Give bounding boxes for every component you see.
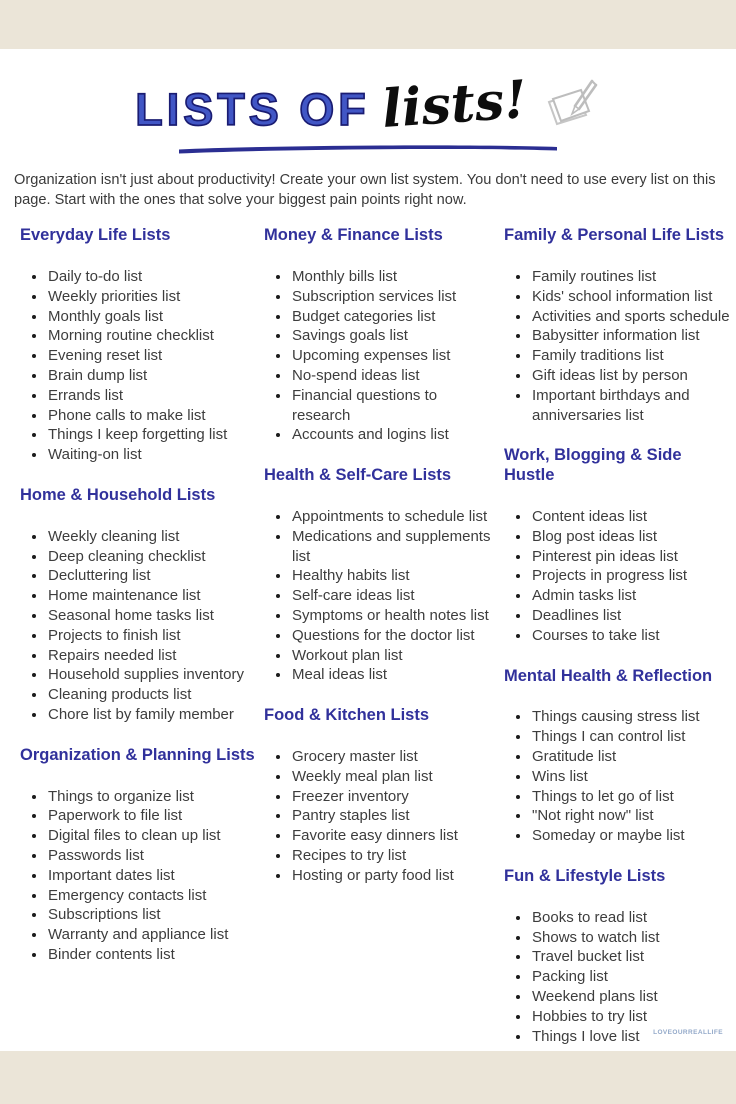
section-list [504, 707, 736, 846]
list-item: • Pinterest pin ideas list [531, 547, 736, 567]
section-heading: Organization & Planning Lists [20, 745, 255, 764]
section-heading: Work, Blogging & Side Hustle [504, 446, 682, 485]
list-item: • Things I love list [531, 1027, 736, 1047]
list-item: • Shows to watch list [531, 928, 736, 948]
list-item: • Family routines list [531, 267, 736, 287]
list-item: • Upcoming expenses list [291, 346, 498, 366]
list-item: • Household supplies inventory [47, 665, 258, 685]
list-item: • Recipes to try list [291, 846, 498, 866]
list-item: • Home maintenance list [47, 586, 258, 606]
column-middle [264, 226, 498, 1067]
section-list [264, 267, 498, 445]
list-item: • Gratitude list [531, 747, 736, 767]
list-item: • Phone calls to make list [47, 406, 258, 426]
white-page [0, 49, 736, 1051]
list-item: • Admin tasks list [531, 586, 736, 606]
intro-text: Organization isn't just about productivity! Create your own list system. You don't need to use every list on this page. Start with the ones that solve your biggest pain points right now. [14, 172, 716, 209]
list-item: • Warranty and appliance list [47, 925, 258, 945]
section-heading: Home & Household Lists [20, 486, 216, 505]
section-heading: Money & Finance Lists [264, 226, 443, 245]
list-item: • Financial questions to research [291, 386, 498, 426]
section-list [504, 507, 736, 646]
title-underline [0, 143, 736, 154]
list-item: • Passwords list [47, 846, 258, 866]
notepad-pencil-icon [539, 78, 601, 135]
list-item: • Paperwork to file list [47, 806, 258, 826]
list-item: • Meal ideas list [291, 665, 498, 685]
list-item: • Accounts and logins list [291, 425, 498, 445]
column-left [20, 226, 258, 1067]
list-item: • Daily to-do list [47, 267, 258, 287]
list-item: • Projects to finish list [47, 626, 258, 646]
list-item: • "Not right now" list [531, 806, 736, 826]
list-item: • Monthly goals list [47, 307, 258, 327]
list-item: • Wins list [531, 767, 736, 787]
section-list [264, 747, 498, 886]
list-item: • Subscription services list [291, 287, 498, 307]
list-item: • Things I keep forgetting list [47, 425, 258, 445]
list-item: • Grocery master list [291, 747, 498, 767]
list-item: • Things I can control list [531, 727, 736, 747]
list-item: • Digital files to clean up list [47, 826, 258, 846]
list-item: • Kids' school information list [531, 287, 736, 307]
section-heading: Everyday Life Lists [20, 226, 171, 245]
list-item: • Errands list [47, 386, 258, 406]
list-item: • Weekly meal plan list [291, 767, 498, 787]
list-item: • Favorite easy dinners list [291, 826, 498, 846]
list-item: • Someday or maybe list [531, 826, 736, 846]
list-item: • Things to let go of list [531, 787, 736, 807]
title-lists-script: lists! [379, 69, 529, 140]
section-list [264, 507, 498, 685]
page-header [0, 49, 736, 154]
list-item: • Activities and sports schedule [531, 307, 736, 327]
list-item: • Cleaning products list [47, 685, 258, 705]
list-item: • Medications and supplements list [291, 527, 498, 567]
list-item: • Books to read list [531, 908, 736, 928]
section-heading: Family & Personal Life Lists [504, 226, 725, 245]
list-item: • Chore list by family member [47, 705, 258, 725]
list-item: • Packing list [531, 967, 736, 987]
list-item: • No-spend ideas list [291, 366, 498, 386]
column-right [504, 226, 736, 1067]
list-item: • Budget categories list [291, 307, 498, 327]
list-item: • Deep cleaning checklist [47, 547, 258, 567]
section-list [504, 267, 736, 425]
list-item: • Healthy habits list [291, 566, 498, 586]
list-item: • Gift ideas list by person [531, 366, 736, 386]
list-item: • Decluttering list [47, 566, 258, 586]
list-item: • Travel bucket list [531, 947, 736, 967]
list-item: • Symptoms or health notes list [291, 606, 498, 626]
list-item: • Weekly priorities list [47, 287, 258, 307]
section-list [20, 787, 258, 965]
section-heading: Mental Health & Reflection [504, 666, 713, 685]
list-item: • Hosting or party food list [291, 866, 498, 886]
page-title [0, 69, 736, 141]
list-item: • Content ideas list [531, 507, 736, 527]
list-item: • Evening reset list [47, 346, 258, 366]
list-item: • Subscriptions list [47, 905, 258, 925]
list-item: • Questions for the doctor list [291, 626, 498, 646]
list-item: • Seasonal home tasks list [47, 606, 258, 626]
list-item: • Hobbies to try list [531, 1007, 736, 1027]
list-item: • Waiting-on list [47, 445, 258, 465]
list-item: • Things causing stress list [531, 707, 736, 727]
section-list [20, 267, 258, 465]
list-item: • Babysitter information list [531, 326, 736, 346]
watermark: LOVEOURREALLIFE [653, 1029, 723, 1036]
section-heading: Food & Kitchen Lists [264, 706, 429, 725]
list-item: • Courses to take list [531, 626, 736, 646]
list-item: • Weekend plans list [531, 987, 736, 1007]
list-item: • Weekly cleaning list [47, 527, 258, 547]
lists-grid [0, 210, 736, 1067]
list-item: • Projects in progress list [531, 566, 736, 586]
list-item: • Binder contents list [47, 945, 258, 965]
list-item: • Important dates list [47, 866, 258, 886]
list-item: • Repairs needed list [47, 646, 258, 666]
list-item: • Emergency contacts list [47, 886, 258, 906]
title-lists-of: LISTS OF [135, 83, 370, 135]
list-item: • Savings goals list [291, 326, 498, 346]
list-item: • Important birthdays and anniversaries list [531, 386, 736, 426]
list-item: • Deadlines list [531, 606, 736, 626]
section-list [20, 527, 258, 725]
section-heading: Health & Self-Care Lists [264, 466, 452, 485]
list-item: • Freezer inventory [291, 787, 498, 807]
list-item: • Things to organize list [47, 787, 258, 807]
list-item: • Pantry staples list [291, 806, 498, 826]
list-item: • Morning routine checklist [47, 326, 258, 346]
list-item: • Self-care ideas list [291, 586, 498, 606]
list-item: • Appointments to schedule list [291, 507, 498, 527]
list-item: • Family traditions list [531, 346, 736, 366]
list-item: • Blog post ideas list [531, 527, 736, 547]
section-list [504, 908, 736, 1047]
list-item: • Workout plan list [291, 646, 498, 666]
section-heading: Fun & Lifestyle Lists [504, 866, 666, 885]
list-item: • Brain dump list [47, 366, 258, 386]
list-item: • Monthly bills list [291, 267, 498, 287]
